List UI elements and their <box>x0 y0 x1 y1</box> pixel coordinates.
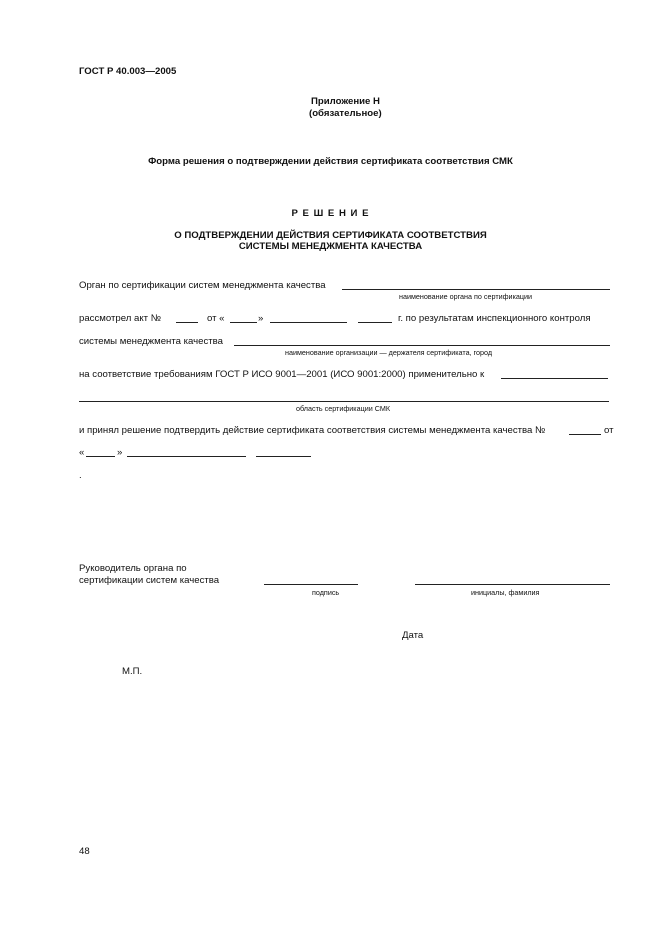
act-number-field[interactable] <box>176 322 198 323</box>
organization-name-field[interactable] <box>234 345 610 346</box>
decision-subtitle-line1: О ПОДТВЕРЖДЕНИИ ДЕЙСТВИЯ СЕРТИФИКАТА СООТВЕТСТВИЯ <box>174 230 487 241</box>
certification-scope-field[interactable] <box>79 401 609 402</box>
organization-caption: наименование организации — держателя сертификата, город <box>285 348 493 357</box>
decision-subtitle-line2: СИСТЕМЫ МЕНЕДЖМЕНТА КАЧЕСТВА <box>238 241 423 252</box>
act-date-open-quote: от « <box>207 313 225 324</box>
certificate-number-field[interactable] <box>569 434 601 435</box>
name-field[interactable] <box>415 584 610 585</box>
certification-body-name-field[interactable] <box>342 289 610 290</box>
applicability-field[interactable] <box>501 378 608 379</box>
head-of-body-label-line1: Руководитель органа по <box>79 563 187 574</box>
compliance-requirements-label: на соответствие требованиям ГОСТ Р ИСО 9001—2001 (ИСО 9001:2000) применительно к <box>79 369 485 380</box>
signature-field[interactable] <box>264 584 358 585</box>
certificate-day-field[interactable] <box>86 456 115 457</box>
page-number: 48 <box>79 846 90 857</box>
stray-dot: . <box>79 470 82 481</box>
inspection-control-text: г. по результатам инспекционного контроля <box>398 313 591 324</box>
standard-code: ГОСТ Р 40.003—2005 <box>79 66 177 77</box>
act-date-close-quote: » <box>258 313 264 324</box>
appendix-title: Приложение Н <box>311 96 380 107</box>
decision-statement: и принял решение подтвердить действие сертификата соответствия системы менеджмента качества № <box>79 425 546 436</box>
certificate-month-field[interactable] <box>127 456 246 457</box>
act-month-field[interactable] <box>270 322 347 323</box>
certification-scope-caption: область сертификации СМК <box>296 404 391 413</box>
act-day-field[interactable] <box>230 322 257 323</box>
appendix-note: (обязательное) <box>309 108 382 119</box>
from-label: от <box>604 425 614 436</box>
act-year-field[interactable] <box>358 322 392 323</box>
certification-body-label: Орган по сертификации систем менеджмента качества <box>79 280 326 291</box>
name-caption: инициалы, фамилия <box>471 588 540 597</box>
head-of-body-label-line2: сертификации систем качества <box>79 575 220 586</box>
act-reviewed-label: рассмотрел акт № <box>79 313 161 324</box>
certificate-date-close-quote: » <box>117 447 123 458</box>
decision-title: Р Е Ш Е Н И Е <box>291 208 370 219</box>
qms-label: системы менеджмента качества <box>79 336 223 347</box>
form-heading: Форма решения о подтверждении действия сертификата соответствия СМК <box>148 156 513 167</box>
certificate-year-field[interactable] <box>256 456 311 457</box>
certification-body-caption: наименование органа по сертификации <box>399 292 533 301</box>
signature-caption: подпись <box>312 588 340 597</box>
certificate-date-open-quote: « <box>79 447 85 458</box>
stamp-label: М.П. <box>122 666 143 677</box>
date-label: Дата <box>402 630 424 641</box>
